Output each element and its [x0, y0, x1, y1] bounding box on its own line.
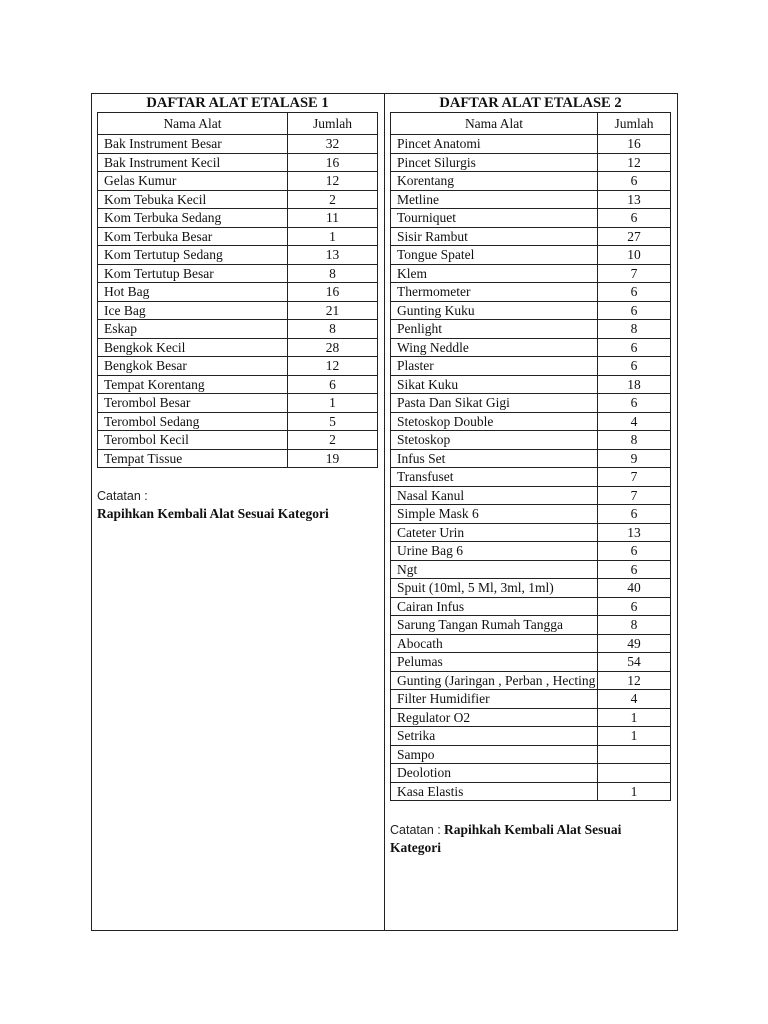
table-row: [98, 338, 378, 357]
note-text: Rapihkah Kembali Alat Sesuai Kategori: [390, 822, 622, 855]
item-qty: 13: [288, 246, 378, 265]
header-name: Nama Alat: [391, 113, 598, 135]
item-name: Terombol Besar: [98, 394, 288, 413]
item-name: Kom Tebuka Kecil: [98, 190, 288, 209]
item-qty: 4: [598, 412, 671, 431]
column-divider: [384, 94, 385, 930]
item-name: Stetoskop: [391, 431, 598, 450]
item-name: Pasta Dan Sikat Gigi: [391, 394, 598, 413]
table-row: [391, 135, 671, 154]
table-row: [391, 708, 671, 727]
item-name: Pincet Silurgis: [391, 153, 598, 172]
item-name: Gunting Kuku: [391, 301, 598, 320]
item-name: Bengkok Besar: [98, 357, 288, 376]
table-row: [391, 468, 671, 487]
document-frame: [91, 93, 678, 931]
item-qty: 16: [288, 153, 378, 172]
item-qty: 8: [288, 264, 378, 283]
item-qty: 7: [598, 468, 671, 487]
item-name: Cairan Infus: [391, 597, 598, 616]
table-row: [98, 449, 378, 468]
table-row: [98, 375, 378, 394]
etalase-2-notes: [390, 821, 671, 856]
item-qty: 2: [288, 431, 378, 450]
header-qty: Jumlah: [288, 113, 378, 135]
item-qty: 13: [598, 523, 671, 542]
table-row: [98, 301, 378, 320]
table-row: [391, 227, 671, 246]
item-qty: 6: [598, 542, 671, 561]
table-row: [391, 375, 671, 394]
item-qty: 6: [598, 597, 671, 616]
table-row: [391, 486, 671, 505]
item-qty: 10: [598, 246, 671, 265]
item-name: Ice Bag: [98, 301, 288, 320]
item-name: Gelas Kumur: [98, 172, 288, 191]
table-row: [391, 597, 671, 616]
item-qty: 8: [598, 431, 671, 450]
item-name: Terombol Kecil: [98, 431, 288, 450]
table-row: [391, 172, 671, 191]
table-row: [391, 690, 671, 709]
table-row: [391, 264, 671, 283]
item-qty: 54: [598, 653, 671, 672]
item-name: Sikat Kuku: [391, 375, 598, 394]
table-row: [391, 560, 671, 579]
table-row: [391, 634, 671, 653]
table-row: [98, 209, 378, 228]
item-qty: 18: [598, 375, 671, 394]
item-name: Abocath: [391, 634, 598, 653]
item-name: Hot Bag: [98, 283, 288, 302]
item-name: Gunting (Jaringan , Perban , Hecting: [391, 671, 598, 690]
item-name: Regulator O2: [391, 708, 598, 727]
item-qty: 12: [288, 172, 378, 191]
item-qty: 6: [598, 505, 671, 524]
item-name: Pincet Anatomi: [391, 135, 598, 154]
item-qty: 8: [598, 320, 671, 339]
table-row: [98, 394, 378, 413]
item-qty: [598, 745, 671, 764]
table-row: [391, 745, 671, 764]
table-header-row: [391, 113, 671, 135]
table-row: [391, 523, 671, 542]
table-row: [391, 338, 671, 357]
item-qty: 19: [288, 449, 378, 468]
item-qty: 12: [598, 671, 671, 690]
etalase-1-section: [97, 94, 378, 522]
etalase-2-table: [390, 112, 671, 801]
item-name: Tourniquet: [391, 209, 598, 228]
table-row: [391, 394, 671, 413]
item-name: Korentang: [391, 172, 598, 191]
table-row: [391, 671, 671, 690]
table-row: [391, 727, 671, 746]
table-row: [391, 357, 671, 376]
table-row: [391, 505, 671, 524]
item-qty: 6: [598, 172, 671, 191]
item-name: Nasal Kanul: [391, 486, 598, 505]
table-row: [391, 412, 671, 431]
table-row: [98, 190, 378, 209]
table-row: [391, 579, 671, 598]
item-name: Eskap: [98, 320, 288, 339]
item-qty: 6: [598, 209, 671, 228]
item-qty: 28: [288, 338, 378, 357]
item-qty: 12: [598, 153, 671, 172]
table-header-row: [98, 113, 378, 135]
table-row: [98, 172, 378, 191]
table-row: [98, 431, 378, 450]
item-name: Tempat Tissue: [98, 449, 288, 468]
item-qty: 13: [598, 190, 671, 209]
item-name: Sarung Tangan Rumah Tangga: [391, 616, 598, 635]
item-name: Infus Set: [391, 449, 598, 468]
item-name: Deolotion: [391, 764, 598, 783]
item-qty: 6: [598, 394, 671, 413]
item-name: Bak Instrument Besar: [98, 135, 288, 154]
table-row: [98, 412, 378, 431]
item-qty: 4: [598, 690, 671, 709]
table-row: [98, 135, 378, 154]
item-qty: 6: [288, 375, 378, 394]
table-row: [98, 153, 378, 172]
item-qty: 2: [288, 190, 378, 209]
table-row: [391, 542, 671, 561]
table-row: [98, 320, 378, 339]
item-name: Bengkok Kecil: [98, 338, 288, 357]
item-qty: 16: [598, 135, 671, 154]
table-row: [391, 431, 671, 450]
item-name: Penlight: [391, 320, 598, 339]
item-qty: 1: [288, 394, 378, 413]
table-row: [391, 616, 671, 635]
item-qty: 5: [288, 412, 378, 431]
note-label: Catatan :: [390, 823, 441, 837]
item-name: Metline: [391, 190, 598, 209]
table-row: [391, 764, 671, 783]
item-name: Terombol Sedang: [98, 412, 288, 431]
note-label: Catatan :: [97, 489, 148, 503]
item-qty: 40: [598, 579, 671, 598]
item-qty: 1: [288, 227, 378, 246]
table-row: [391, 190, 671, 209]
item-qty: 6: [598, 301, 671, 320]
etalase-1-notes: [97, 488, 378, 522]
item-name: Wing Neddle: [391, 338, 598, 357]
item-name: Pelumas: [391, 653, 598, 672]
table-row: [391, 782, 671, 801]
item-qty: 8: [598, 616, 671, 635]
item-qty: 6: [598, 338, 671, 357]
etalase-2-title: DAFTAR ALAT ETALASE 2: [439, 95, 622, 111]
table-row: [98, 227, 378, 246]
item-name: Thermometer: [391, 283, 598, 302]
item-qty: 7: [598, 486, 671, 505]
item-name: Kom Tertutup Besar: [98, 264, 288, 283]
item-qty: 12: [288, 357, 378, 376]
item-name: Transfuset: [391, 468, 598, 487]
item-name: Urine Bag 6: [391, 542, 598, 561]
item-name: Stetoskop Double: [391, 412, 598, 431]
item-name: Kasa Elastis: [391, 782, 598, 801]
item-name: Setrika: [391, 727, 598, 746]
item-name: Tempat Korentang: [98, 375, 288, 394]
table-row: [391, 653, 671, 672]
item-name: Kom Terbuka Besar: [98, 227, 288, 246]
item-qty: 49: [598, 634, 671, 653]
item-name: Kom Terbuka Sedang: [98, 209, 288, 228]
table-row: [391, 449, 671, 468]
item-qty: 9: [598, 449, 671, 468]
item-qty: 6: [598, 357, 671, 376]
item-name: Ngt: [391, 560, 598, 579]
table-row: [98, 357, 378, 376]
item-qty: 27: [598, 227, 671, 246]
item-name: Spuit (10ml, 5 Ml, 3ml, 1ml): [391, 579, 598, 598]
table-row: [391, 301, 671, 320]
item-qty: 6: [598, 560, 671, 579]
item-qty: 6: [598, 283, 671, 302]
table-row: [391, 153, 671, 172]
item-qty: 16: [288, 283, 378, 302]
table-row: [391, 320, 671, 339]
header-qty: Jumlah: [598, 113, 671, 135]
header-name: Nama Alat: [98, 113, 288, 135]
table-row: [98, 283, 378, 302]
item-qty: 32: [288, 135, 378, 154]
etalase-1-table: [97, 112, 378, 468]
etalase-2-section: [390, 94, 671, 856]
item-qty: 1: [598, 782, 671, 801]
item-name: Bak Instrument Kecil: [98, 153, 288, 172]
item-qty: 7: [598, 264, 671, 283]
item-name: Sampo: [391, 745, 598, 764]
item-qty: [598, 764, 671, 783]
item-name: Simple Mask 6: [391, 505, 598, 524]
item-name: Filter Humidifier: [391, 690, 598, 709]
item-qty: 21: [288, 301, 378, 320]
etalase-1-title: DAFTAR ALAT ETALASE 1: [146, 95, 329, 111]
item-qty: 1: [598, 708, 671, 727]
note-text: Rapihkan Kembali Alat Sesuai Kategori: [97, 506, 329, 521]
table-row: [391, 209, 671, 228]
item-name: Klem: [391, 264, 598, 283]
table-row: [98, 246, 378, 265]
item-name: Kom Tertutup Sedang: [98, 246, 288, 265]
item-name: Plaster: [391, 357, 598, 376]
item-name: Tongue Spatel: [391, 246, 598, 265]
item-qty: 8: [288, 320, 378, 339]
table-row: [98, 264, 378, 283]
item-name: Sisir Rambut: [391, 227, 598, 246]
table-row: [391, 283, 671, 302]
item-qty: 1: [598, 727, 671, 746]
item-name: Cateter Urin: [391, 523, 598, 542]
table-row: [391, 246, 671, 265]
item-qty: 11: [288, 209, 378, 228]
